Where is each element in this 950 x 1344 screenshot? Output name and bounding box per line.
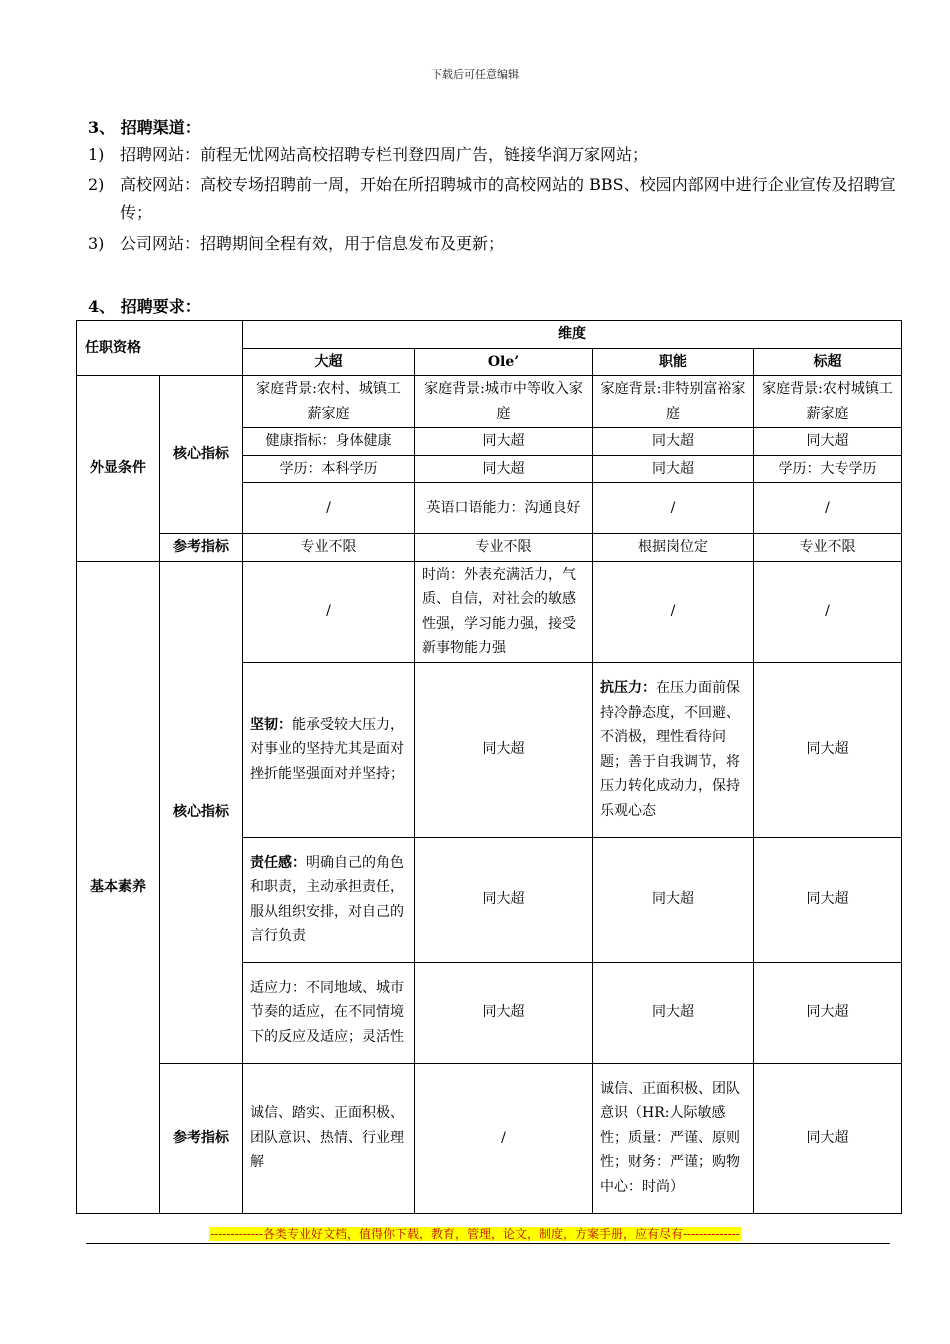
requirements-table xyxy=(76,320,902,1214)
table-cell: 诚信、正面积极、团队意识（HR:人际敏感性；质量：严谨、原则性；财务：严谨；购物中心：时尚） xyxy=(593,1063,754,1213)
section-4-title: 4、 招聘要求： xyxy=(88,297,201,316)
table-row xyxy=(77,534,902,562)
trait-name: 责任感： xyxy=(250,854,306,871)
table-cell: 适应力：不同地域、城市节奏的适应，在不同情境下的反应及适应；灵活性 xyxy=(243,962,415,1063)
channel-item xyxy=(88,230,898,258)
table-cell xyxy=(593,662,754,837)
trait-desc: 明确自己的角色和职责，主动承担责任，服从组织安排，对自己的言行负责 xyxy=(250,854,404,944)
table-cell: / xyxy=(243,561,415,662)
table-cell: / xyxy=(415,1063,593,1213)
table-cell: 同大超 xyxy=(593,455,754,483)
column-header: Ole’ xyxy=(415,348,593,376)
table-cell: 专业不限 xyxy=(243,534,415,562)
table-cell: 诚信、踏实、正面积极、团队意识、热情、行业理解 xyxy=(243,1063,415,1213)
footer-divider xyxy=(86,1243,890,1244)
trait-desc: 能承受较大压力，对事业的坚持尤其是面对挫折能坚强面对并坚持； xyxy=(250,716,404,782)
table-cell xyxy=(243,837,415,962)
table-cell: 专业不限 xyxy=(754,534,902,562)
table-row xyxy=(77,376,902,428)
table-cell: 同大超 xyxy=(754,962,902,1063)
table-cell: 同大超 xyxy=(415,662,593,837)
table-cell: 英语口语能力：沟通良好 xyxy=(415,483,593,534)
group-label: 外显条件 xyxy=(77,376,160,562)
trait-name: 坚韧： xyxy=(250,716,292,733)
table-cell: 专业不限 xyxy=(415,534,593,562)
column-header: 大超 xyxy=(243,348,415,376)
item-text: 高校网站：高校专场招聘前一周，开始在所招聘城市的高校网站的 BBS、校园内部网中进行企业宣传及招聘宣传； xyxy=(120,175,896,222)
table-cell: / xyxy=(754,483,902,534)
table-cell: 同大超 xyxy=(593,837,754,962)
core-indicator-label: 核心指标 xyxy=(160,376,243,534)
table-cell: 同大超 xyxy=(415,455,593,483)
footer-banner-text: -------------各类专业好文档，值得你下载，教育，管理，论文，制度，方案手册，应有尽有-------------- xyxy=(210,1227,740,1241)
table-cell: / xyxy=(243,483,415,534)
table-row xyxy=(77,1063,902,1213)
item-text: 招聘网站：前程无忧网站高校招聘专栏刊登四周广告，链接华润万家网站； xyxy=(120,145,649,164)
table-cell: / xyxy=(593,483,754,534)
table-cell: 家庭背景:农村、城镇工薪家庭 xyxy=(243,376,415,428)
column-header: 职能 xyxy=(593,348,754,376)
table-cell: 根据岗位定 xyxy=(593,534,754,562)
table-header-row xyxy=(77,321,902,349)
table-cell: 同大超 xyxy=(754,1063,902,1213)
table-cell: 同大超 xyxy=(415,428,593,456)
table-cell: 家庭背景:城市中等收入家庭 xyxy=(415,376,593,428)
section-3-title: 3、 招聘渠道： xyxy=(88,118,201,137)
channel-item xyxy=(88,171,898,229)
item-text: 公司网站：招聘期间全程有效，用于信息发布及更新； xyxy=(120,234,505,253)
table-cell: 同大超 xyxy=(415,837,593,962)
reference-indicator-label: 参考指标 xyxy=(160,534,243,562)
header-note: 下载后可任意编辑 xyxy=(431,68,519,81)
trait-desc: 在压力面前保持冷静态度，不回避、不消极，理性看待问题；善于自我调节，将压力转化成动力，保持乐观心态 xyxy=(600,680,740,819)
trait-name: 抗压力： xyxy=(600,680,656,696)
table-cell: / xyxy=(754,561,902,662)
table-cell: 学历：本科学历 xyxy=(243,455,415,483)
table-cell: 健康指标：身体健康 xyxy=(243,428,415,456)
table-row xyxy=(77,561,902,662)
reference-indicator-label: 参考指标 xyxy=(160,1063,243,1213)
table-cell xyxy=(243,662,415,837)
table-cell: 同大超 xyxy=(593,428,754,456)
table-cell: 同大超 xyxy=(754,837,902,962)
footer-banner xyxy=(0,1225,950,1242)
group-label: 基本素养 xyxy=(77,561,160,1213)
table-cell: / xyxy=(593,561,754,662)
table-cell: 时尚：外表充满活力，气质、自信，对社会的敏感性强，学习能力强，接受新事物能力强 xyxy=(415,561,593,662)
core-indicator-label: 核心指标 xyxy=(160,561,243,1063)
table-cell: 同大超 xyxy=(415,962,593,1063)
table-cell: 同大超 xyxy=(593,962,754,1063)
item-number: 3) xyxy=(88,234,105,253)
table-cell: 家庭背景:农村城镇工薪家庭 xyxy=(754,376,902,428)
column-header: 标超 xyxy=(754,348,902,376)
item-number: 1) xyxy=(88,145,105,164)
table-cell: 学历：大专学历 xyxy=(754,455,902,483)
table-cell: 家庭背景:非特别富裕家庭 xyxy=(593,376,754,428)
table-cell: 同大超 xyxy=(754,428,902,456)
table-cell: 同大超 xyxy=(754,662,902,837)
item-number: 2) xyxy=(88,175,105,194)
channel-item xyxy=(88,141,898,169)
corner-cell: 任职资格 xyxy=(77,321,243,376)
dimension-header: 维度 xyxy=(243,321,902,349)
